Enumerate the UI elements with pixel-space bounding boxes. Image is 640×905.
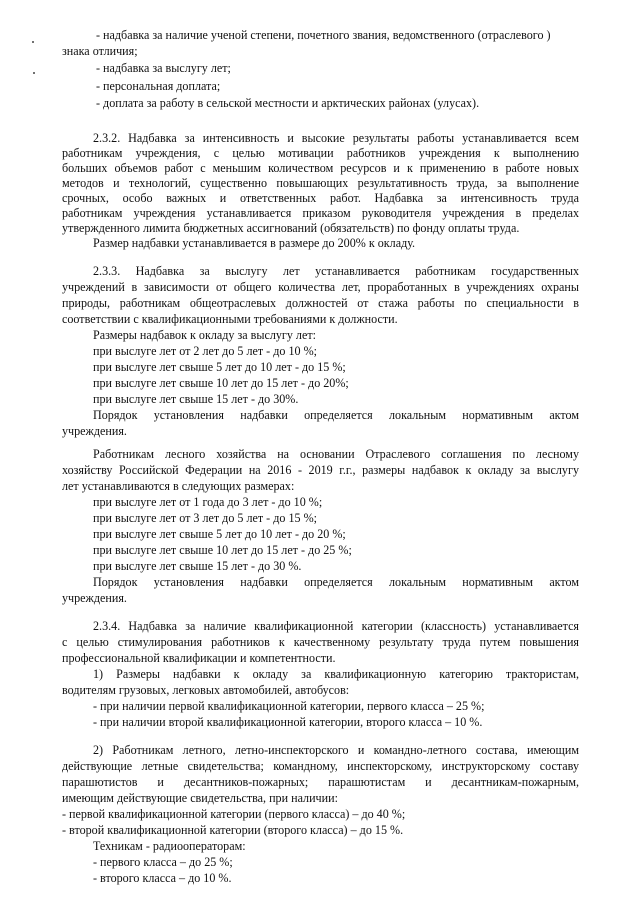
paragraph-line: Техникам - радиооператорам:	[93, 839, 246, 853]
paragraph-line: 1) Размеры надбавки к окладу за квалификационную категорию трактористам,	[93, 667, 579, 681]
list-item: - первой квалификационной категории (первого класса) – до 40 %;	[62, 807, 406, 821]
scan-speck	[32, 41, 34, 43]
paragraph-line: 2.3.4. Надбавка за наличие квалификационной категории (классность) устанавливается	[93, 619, 579, 633]
paragraph-line: методов и технологий, существенно повышающих результативность труда, за выполнение	[62, 176, 579, 190]
paragraph-line: работникам учреждения, с целью мотивации работников учреждения к выполнению	[62, 146, 579, 160]
paragraph-line: Работникам лесного хозяйства на основании Отраслевого соглашения по лесному	[93, 447, 579, 461]
paragraph-line: парашютистов и десантников-пожарных; парашютистам и десантникам-пожарным,	[62, 775, 579, 789]
paragraph-line: 2.3.3. Надбавка за выслугу лет устанавливается работникам государственных	[93, 264, 579, 278]
paragraph-line: профессиональной квалификации и компетентности.	[62, 651, 336, 665]
paragraph-line: учреждений в зависимости от общего количества лет, проработанных в учреждениях охраны	[62, 280, 579, 294]
paragraph-line: Порядок установления надбавки определяется локальным нормативным актом	[93, 575, 579, 589]
list-item: при выслуге лет от 1 года до 3 лет - до 10 %;	[93, 495, 323, 509]
list-item: - первого класса – до 25 %;	[93, 855, 233, 869]
paragraph-line: лет устанавливаются в следующих размерах:	[62, 479, 295, 493]
list-item: - доплата за работу в сельской местности и арктических районах (улусах).	[96, 96, 480, 110]
paragraph-line: 2) Работникам летного, летно-инспекторского и командно-летного состава, имеющим	[93, 743, 579, 757]
list-item: - надбавка за выслугу лет;	[96, 61, 231, 75]
paragraph-line: соответствии с квалификационными требованиями к должности.	[62, 312, 398, 326]
list-item: - при наличии первой квалификационной категории, первого класса – 25 %;	[93, 699, 485, 713]
list-item: при выслуге лет свыше 15 лет - до 30%.	[93, 392, 299, 406]
paragraph-line: больших объемов работ с меньшим количеством ресурсов и к применению в работе новых	[62, 161, 579, 175]
list-item: - надбавка за наличие ученой степени, почетного звания, ведомственного (отраслевого )	[96, 28, 551, 42]
list-item: - второго класса – до 10 %.	[93, 871, 232, 885]
paragraph-line: имеющим действующие свидетельства, при наличии:	[62, 791, 338, 805]
list-item: при выслуге лет от 3 лет до 5 лет - до 15 %;	[93, 511, 318, 525]
paragraph-line: работникам учреждения устанавливается приказом руководителя учреждения в пределах	[62, 206, 579, 220]
list-item: при выслуге лет свыше 5 лет до 10 лет - до 15 %;	[93, 360, 346, 374]
paragraph-line: учреждения.	[62, 424, 127, 438]
paragraph-line: водителям грузовых, легковых автомобилей, автобусов:	[62, 683, 350, 697]
list-item: при выслуге лет свыше 5 лет до 10 лет - до 20 %;	[93, 527, 346, 541]
paragraph-line: Порядок установления надбавки определяется локальным нормативным актом	[93, 408, 579, 422]
list-item: - второй квалификационной категории (второго класса) – до 15 %.	[62, 823, 404, 837]
list-item: - при наличии второй квалификационной категории, второго класса – 10 %.	[93, 715, 483, 729]
list-item: при выслуге лет от 2 лет до 5 лет - до 10 %;	[93, 344, 318, 358]
paragraph-line: срочных, особо важных и ответственных работ. Надбавка за интенсивность труда	[62, 191, 579, 205]
paragraph-line: 2.3.2. Надбавка за интенсивность и высокие результаты работы устанавливается всем	[93, 131, 579, 145]
paragraph-line: действующие летные свидетельства; командному, инспекторскому, инструкторскому составу	[62, 759, 579, 773]
paragraph-line: хозяйству Российской Федерации на 2016 - 2019 г.г., размеры надбавок к окладу за выслугу	[62, 463, 579, 477]
list-item: при выслуге лет свыше 10 лет до 15 лет - до 20%;	[93, 376, 349, 390]
list-item-continuation: знака отличия;	[62, 44, 138, 58]
paragraph-line: учреждения.	[62, 591, 127, 605]
scan-speck	[33, 72, 35, 74]
list-item: при выслуге лет свыше 10 лет до 15 лет - до 25 %;	[93, 543, 352, 557]
paragraph-line: Размеры надбавок к окладу за выслугу лет:	[93, 328, 316, 342]
paragraph-line: природы, работникам общеотраслевых должностей от стажа работы по специальности в	[62, 296, 579, 310]
paragraph-line: с целью стимулирования работников к качественному результату труда путем повышения	[62, 635, 579, 649]
list-item: - персональная доплата;	[96, 79, 221, 93]
list-item: при выслуге лет свыше 15 лет - до 30 %.	[93, 559, 302, 573]
paragraph-line: утвержденного лимита бюджетных ассигнований (обязательств) по фонду оплаты труда.	[62, 221, 520, 235]
paragraph-line: Размер надбавки устанавливается в размере до 200% к окладу.	[93, 236, 416, 250]
